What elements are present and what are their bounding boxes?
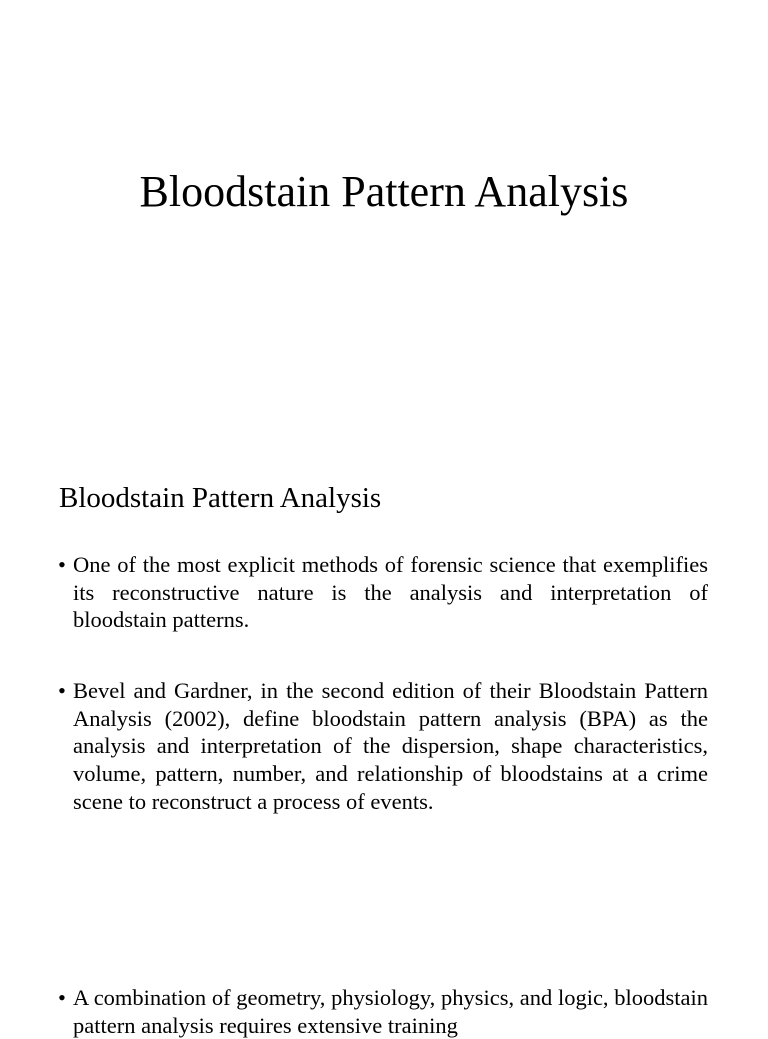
bullet-text: Bevel and Gardner, in the second edition of their Bloodstain Pattern Analysis (2002), define bloodstain pattern analysis (BPA) as the analysis and interpretation of the dispersion, shape characteristics, volume, pattern, number, and relationship of bloodstains at a crime scene to reconstruct a process of events. <box>73 678 708 814</box>
bullet-item <box>58 677 708 816</box>
bullet-text: A combination of geometry, physiology, physics, and logic, bloodstain pattern analysis requires extensive training <box>73 985 708 1038</box>
bullet-icon: • <box>58 552 66 577</box>
bullet-text: One of the most explicit methods of forensic science that exemplifies its reconstructive nature is the analysis and interpretation of bloodstain patterns. <box>73 552 708 633</box>
bullet-item <box>58 551 708 634</box>
section-heading: Bloodstain Pattern Analysis <box>59 482 382 514</box>
bullet-icon: • <box>58 985 66 1010</box>
bullet-icon: • <box>58 678 66 703</box>
bullet-item <box>58 984 708 1039</box>
slide-title: Bloodstain Pattern Analysis <box>139 167 629 216</box>
